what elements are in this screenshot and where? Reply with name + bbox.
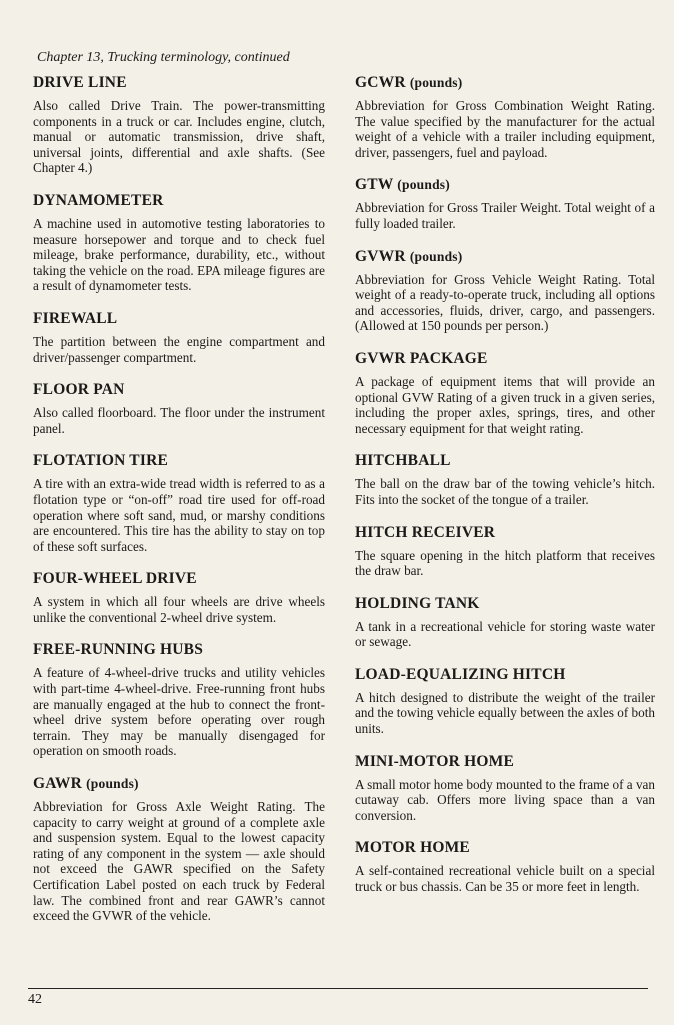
glossary-entry bbox=[33, 310, 325, 365]
glossary-entry bbox=[355, 248, 655, 334]
entry-definition: A small motor home body mounted to the frame of a van cutaway cab. Offers more living space than a van conversion. bbox=[355, 776, 655, 823]
entry-definition: Also called Drive Train. The power-transmitting components in a truck or car. Includes engine, clutch, manual or automatic transmission, drive shaft, universal joints, differential and axle shafts. (See Chapter 4.) bbox=[33, 98, 325, 176]
glossary-entry bbox=[33, 641, 325, 759]
entry-definition: The square opening in the hitch platform that receives the draw bar. bbox=[355, 547, 655, 579]
entry-definition: A package of equipment items that will provide an optional GVW Rating of a given truck in a given series, including the proper axles, springs, tires, and other necessary equipment for that weight rating. bbox=[355, 373, 655, 436]
right-column bbox=[355, 74, 655, 911]
glossary-entry bbox=[33, 381, 325, 436]
entry-term: GAWR (pounds) bbox=[33, 775, 139, 793]
glossary-entry bbox=[355, 839, 655, 894]
entry-term: GTW (pounds) bbox=[355, 176, 450, 194]
entry-term: HOLDING TANK bbox=[355, 594, 480, 612]
entry-term: GVWR PACKAGE bbox=[355, 349, 488, 367]
glossary-entry bbox=[33, 452, 325, 554]
entry-term: HITCH RECEIVER bbox=[355, 523, 496, 541]
page-number: 42 bbox=[28, 992, 42, 1007]
entry-term: FLOTATION TIRE bbox=[33, 452, 169, 470]
entry-definition: The partition between the engine compartment and driver/passenger compartment. bbox=[33, 333, 325, 365]
entry-definition: A tank in a recreational vehicle for storing waste water or sewage. bbox=[355, 618, 655, 650]
entry-definition: The ball on the draw bar of the towing vehicle’s hitch. Fits into the socket of the tongue of a trailer. bbox=[355, 476, 655, 507]
entry-term: FIREWALL bbox=[33, 309, 118, 327]
entry-definition: Abbreviation for Gross Trailer Weight. Total weight of a fully loaded trailer. bbox=[355, 200, 655, 231]
entry-definition: A system in which all four wheels are drive wheels unlike the conventional 2-wheel drive system. bbox=[33, 594, 325, 625]
glossary-entry bbox=[33, 570, 325, 625]
entry-unit: (pounds) bbox=[397, 177, 450, 193]
entry-unit: (pounds) bbox=[409, 248, 463, 264]
entry-term: GCWR (pounds) bbox=[355, 74, 463, 91]
entry-definition: Abbreviation for Gross Axle Weight Rating. The capacity to carry weight at ground of a complete axle and suspension system. Equal to the lowest capacity rating of any component in the system — axle should not exceed the GAWR specified on the Safety Certification Label posted on each truck by Federal law. The combined front and rear GAWR’s cannot exceed the GVWR of the vehicle. bbox=[33, 799, 325, 924]
entry-definition: A tire with an extra-wide tread width is referred to as a flotation type or “on-off” road tire used for off-road operation where soft sand, mud, or marshy conditions are encountered. This tire has the ability to stay on top of these soft surfaces. bbox=[33, 476, 325, 554]
entry-definition: A machine used in automotive testing laboratories to measure horsepower and torque and to check fuel mileage, brake performance, durability, etc., without taking the vehicle on the road. EPA mileage figures are a result of dynamometer tests. bbox=[33, 215, 325, 294]
entry-term: FOUR-WHEEL DRIVE bbox=[33, 570, 197, 588]
entry-definition: A self-contained recreational vehicle built on a special truck or bus chassis. Can be 35 or more feet in length. bbox=[355, 863, 655, 895]
glossary-entry bbox=[355, 452, 655, 507]
glossary-entry bbox=[355, 595, 655, 650]
entry-term: DRIVE LINE bbox=[33, 74, 127, 91]
glossary-entry bbox=[355, 176, 655, 231]
glossary-entry bbox=[33, 775, 325, 924]
footer-divider bbox=[28, 988, 648, 989]
glossary-entry bbox=[355, 666, 655, 737]
glossary-entry bbox=[355, 524, 655, 579]
glossary-entry bbox=[355, 350, 655, 436]
entry-term: FREE-RUNNING HUBS bbox=[33, 641, 204, 659]
glossary-entry bbox=[33, 192, 325, 294]
entry-unit: (pounds) bbox=[409, 75, 463, 90]
entry-term: GVWR (pounds) bbox=[355, 247, 463, 265]
entry-definition: Abbreviation for Gross Vehicle Weight Rating. Total weight of a ready-to-operate truck, including all options and accessories, fluids, driver, cargo, and passengers. (Allowed at 150 pounds per person.) bbox=[355, 271, 655, 334]
entry-term: LOAD-EQUALIZING HITCH bbox=[355, 665, 566, 683]
chapter-header: Chapter 13, Trucking terminology, continued bbox=[37, 50, 290, 65]
entry-term: MINI-MOTOR HOME bbox=[355, 752, 514, 770]
entry-unit: (pounds) bbox=[86, 776, 139, 792]
entry-definition: A feature of 4-wheel-drive trucks and utility vehicles with part-time 4-wheel-drive. Free-running front hubs are manually engaged at the hub to connect the front-wheel drive system before operating over rough terrain. They may be manually disengaged for operation on smooth roads. bbox=[33, 665, 325, 759]
entry-definition: Abbreviation for Gross Combination Weight Rating. The value specified by the manufacturer for the actual weight of a vehicle with a trailer including equipment, driver, passengers, fuel and payload. bbox=[355, 98, 655, 160]
glossary-entry bbox=[355, 74, 655, 160]
left-column bbox=[33, 74, 325, 940]
entry-term: DYNAMOMETER bbox=[33, 191, 164, 209]
entry-definition: Also called floorboard. The floor under the instrument panel. bbox=[33, 405, 325, 436]
entry-term: HITCHBALL bbox=[355, 452, 451, 470]
entry-term: MOTOR HOME bbox=[355, 839, 470, 857]
entry-definition: A hitch designed to distribute the weight of the trailer and the towing vehicle equally between the axles of both units. bbox=[355, 689, 655, 737]
glossary-entry bbox=[355, 753, 655, 824]
entry-term: FLOOR PAN bbox=[33, 381, 125, 399]
glossary-entry bbox=[33, 74, 325, 176]
